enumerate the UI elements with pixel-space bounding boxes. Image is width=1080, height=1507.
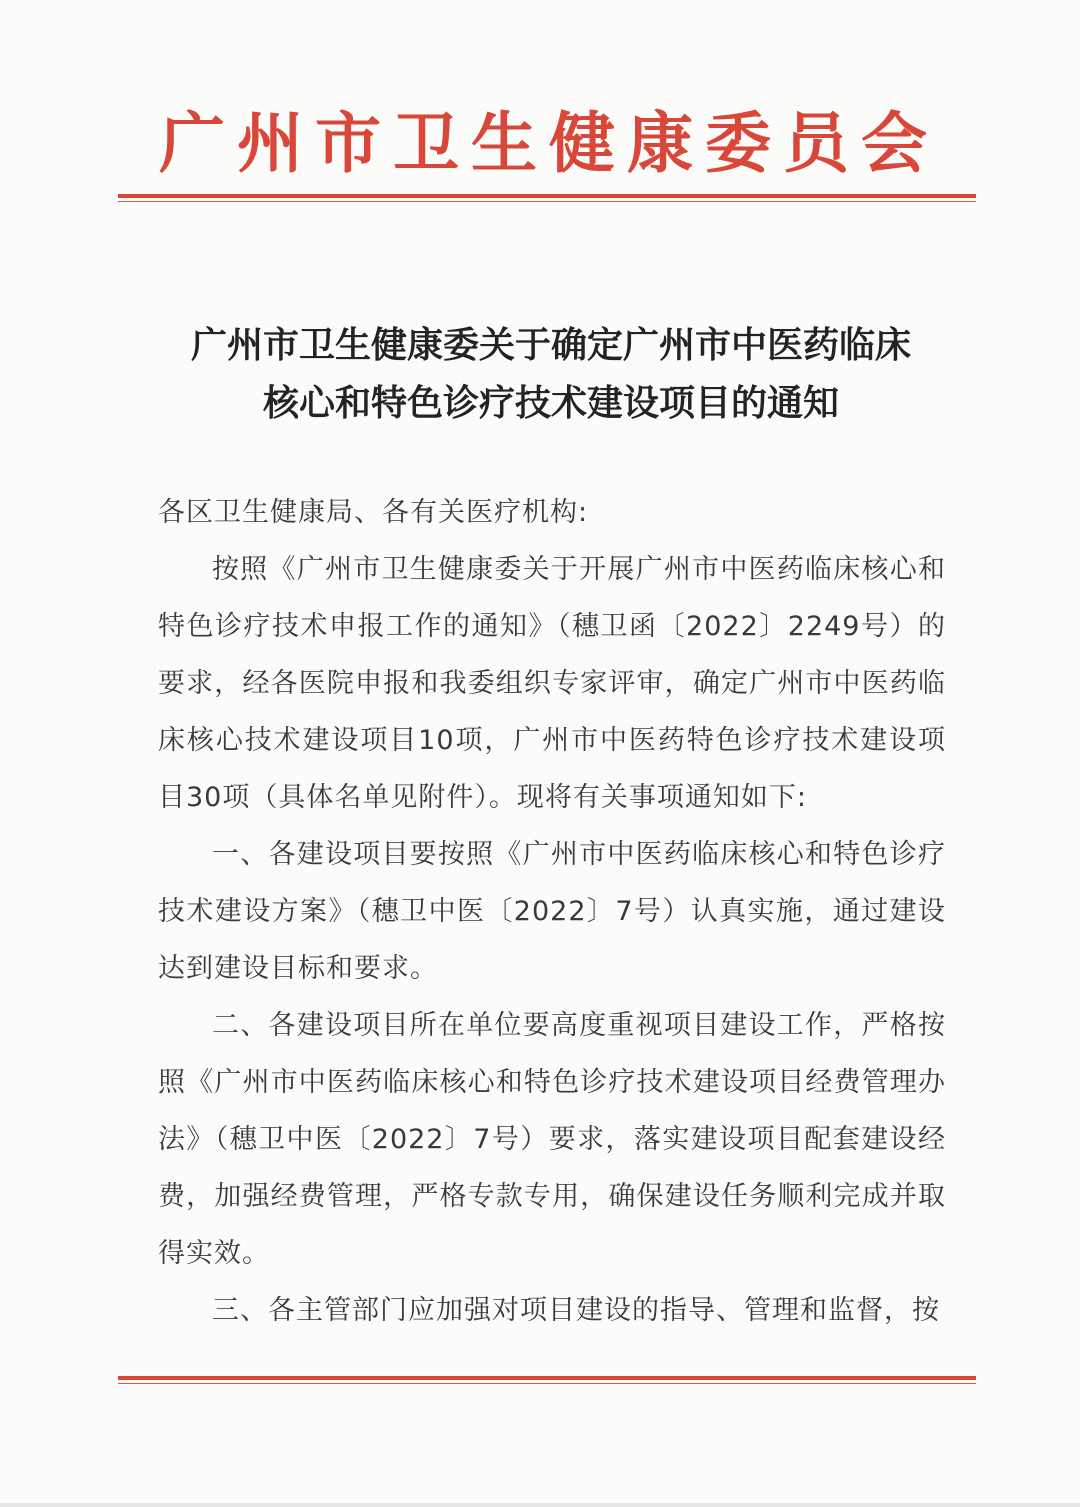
red-header-rule	[118, 194, 976, 198]
notice-paragraph-item-1: 一、各建设项目要按照《广州市中医药临床核心和特色诊疗技术建设方案》（穗卫中医〔2022〕7号）认真实施，通过建设达到建设目标和要求。	[158, 839, 946, 984]
addressee: 各区卫生健康局、各有关医疗机构:	[158, 497, 589, 528]
notice-title-line-2: 核心和特色诊疗技术建设项目的通知	[262, 382, 839, 424]
organization-letterhead: 广州市卫生健康委员会	[159, 104, 939, 182]
notice-body	[158, 484, 946, 1339]
red-footer-rule	[118, 1376, 976, 1380]
notice-paragraph-intro: 按照《广州市卫生健康委关于开展广州市中医药临床核心和特色诊疗技术申报工作的通知》（穗卫函〔2022〕2249号）的要求，经各医院申报和我委组织专家评审，确定广州市中医药临床核心技术建设项目10项，广州市中医药特色诊疗技术建设项目30项（具体名单见附件）。现将有关事项通知如下:	[158, 554, 946, 813]
notice-title	[160, 316, 942, 432]
red-footer-thin-rule	[118, 1383, 976, 1384]
notice-paragraph-item-2: 二、各建设项目所在单位要高度重视项目建设工作，严格按照《广州市中医药临床核心和特色诊疗技术建设项目经费管理办法》（穗卫中医〔2022〕7号）要求，落实建设项目配套建设经费，加强经费管理，严格专款专用，确保建设任务顺利完成并取得实效。	[158, 1010, 946, 1269]
notice-paragraph-item-3: 三、各主管部门应加强对项目建设的指导、管理和监督，按	[212, 1295, 940, 1326]
notice-title-line-1: 广州市卫生健康委关于确定广州市中医药临床	[190, 324, 911, 366]
red-header-thin-rule	[118, 201, 976, 202]
